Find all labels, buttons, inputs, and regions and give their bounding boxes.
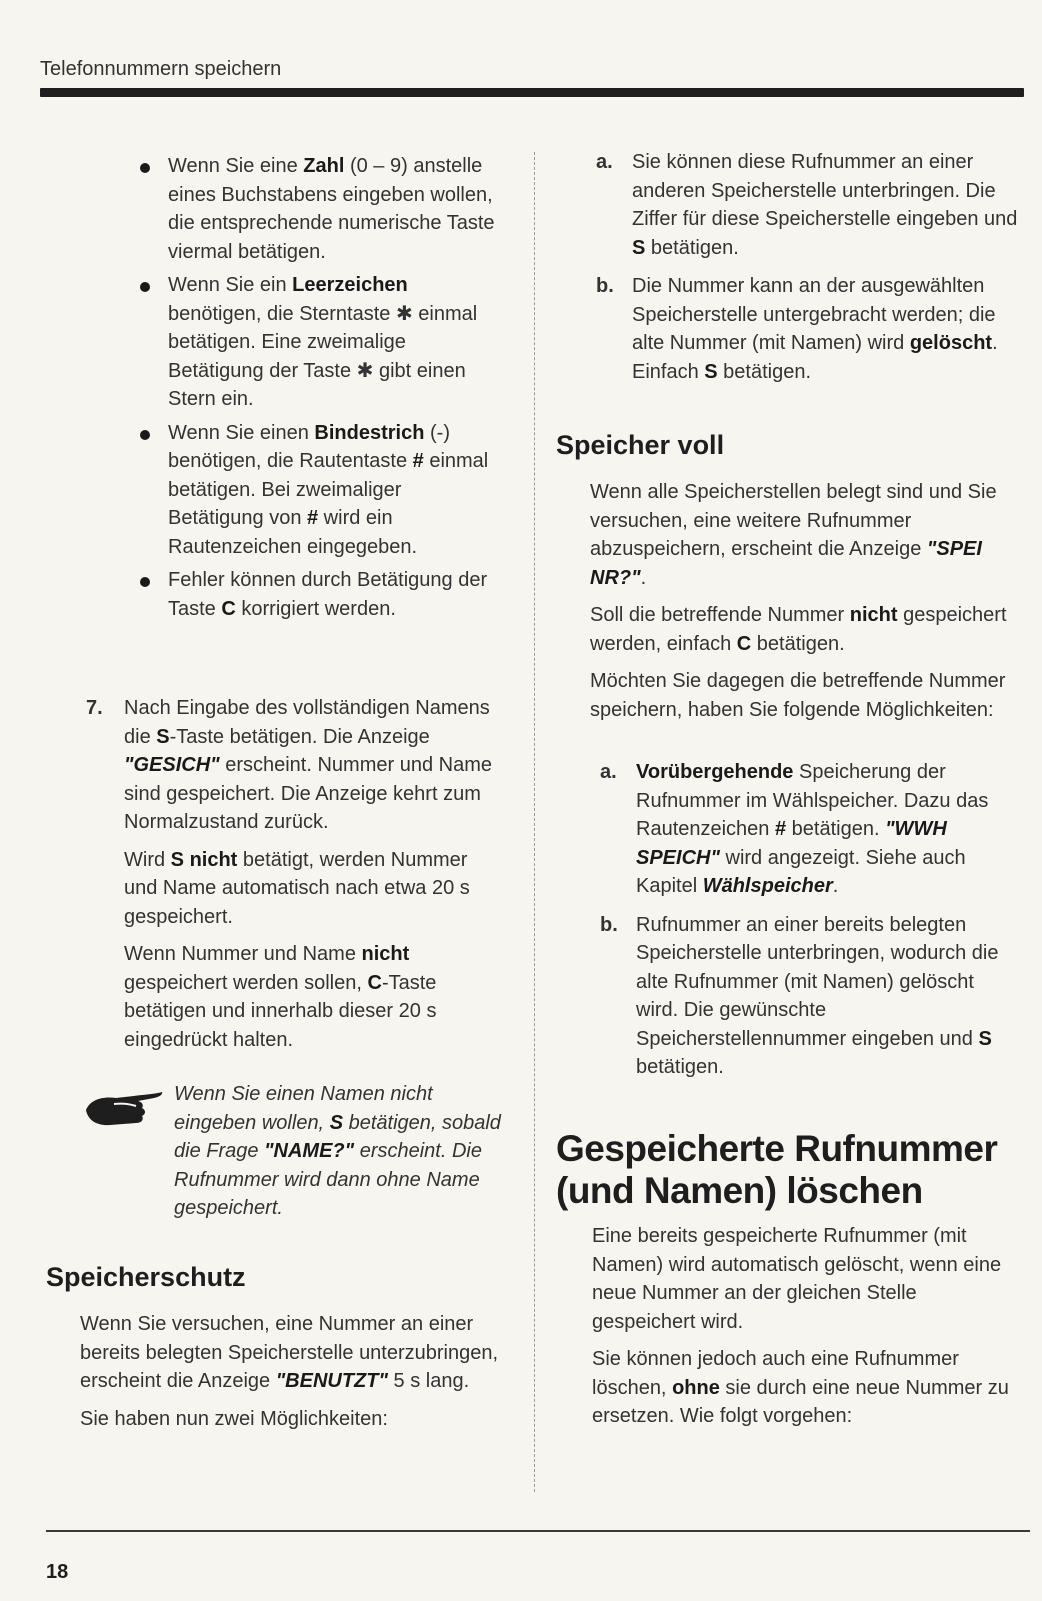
chapter-reference: Wählspeicher [702,875,833,897]
bullet-item-zahl [138,152,498,266]
bullet-keyword: Bindestrich [314,421,425,444]
paragraph: Eine bereits gespeicherte Rufnummer (mit Namen) wird automatisch gelöscht, wenn eine neue Nummer an der gleichen Stelle gespeichert wird. [592,1225,1002,1333]
heading-line: (und Namen) löschen [556,1170,923,1211]
running-head: Telefonnummern speichern [40,58,282,80]
bullet-item-bindestrich [138,419,498,562]
header-rule [40,88,1024,97]
speicher-voll-options [600,758,1020,1092]
bullet-text: benötigen, die Sterntaste ✱ einmal betätigen. Eine zweimalige Betätigung der Taste ✱ gibt einen Stern ein. [168,302,478,410]
hash-key: # [412,450,424,472]
page-number: 18 [46,1561,69,1583]
loeschen-body [592,1222,1022,1440]
paragraph: Wenn Sie versuchen, eine Nummer an einer bereits belegten Speicherstelle unterzubringen, erscheint die Anzeige "BENUTZT" 5 s lang. [80,1313,499,1392]
bullet-text: einmal betätigen. Bei zweimaliger Betätigung von [168,450,489,529]
display-text-benutzt: "BENUTZT" [275,1370,388,1392]
bullet-text: Wenn Sie einen [168,421,315,444]
heading-speicher-voll: Speicher voll [556,430,725,460]
heading-speicherschutz: Speicherschutz [46,1262,246,1292]
option-label: a. [596,151,613,173]
bullet-item-leerzeichen [138,271,498,414]
display-text-spei-nr: "SPEI NR?" [590,538,982,589]
bullet-text: Wenn Sie ein [168,274,293,296]
step-7 [86,694,506,1063]
option-label: b. [596,275,614,297]
speicherschutz-options [596,148,1020,396]
option-b: b. Die Nummer kann an der ausgewählten Speicherstelle untergebracht werden; die alte Nummer (mit Namen) wird gelöscht. Einfach S betätigen. [596,272,1020,386]
paragraph: Möchten Sie dagegen die betreffende Nummer speichern, haben Sie folgende Möglichkeiten: [590,670,1006,721]
bullet-text: wird ein Rautenzeichen eingegeben. [168,507,418,558]
bullet-item-fehler [138,566,498,623]
speicherschutz-body [80,1310,500,1442]
bullet-text: (0 – 9) anstelle eines Buchstabens eingeben wollen, die entsprechende numerische Taste viermal betätigen. [168,155,495,263]
step-paragraph: Wenn Nummer und Name nicht gespeichert werden sollen, C-Taste betätigen und innerhalb dieser 20 s eingedrückt halten. [124,943,437,1051]
bullet-text: korrigiert werden. [235,597,396,620]
step-body [124,694,506,1054]
heading-line: Gespeicherte Rufnummer [556,1128,998,1169]
pointing-hand-icon [84,1088,164,1128]
bullet-text: Wenn Sie eine [168,155,304,177]
heading-loeschen [556,1128,997,1212]
bullet-icon [140,163,150,173]
option-b: b. Rufnummer an einer bereits belegten Speicherstelle unterbringen, wodurch die alte Rufnummer (mit Namen) gelöscht wird. Die gewünschte Speicherstellennummer eingeben und S betätigen. [600,911,1020,1082]
step-paragraph: Nach Eingabe des vollständigen Namens die S-Taste betätigen. Die Anzeige "GESICH" erscheint. Nummer und Name sind gespeichert. Die Anzeige kehrt zum Normalzustand zurück. [124,697,492,833]
note-box [84,1080,504,1223]
display-text-gesich: "GESICH" [124,754,220,776]
speicher-voll-body [590,478,1020,733]
note-text: Wenn Sie einen Namen nicht eingeben wollen, S betätigen, sobald die Frage "NAME?" erscheint. Die Rufnummer wird dann ohne Name gespeichert. [174,1083,501,1219]
bullet-icon [140,430,150,440]
paragraph: Soll die betreffende Nummer nicht gespeichert werden, einfach C betätigen. [590,604,1007,655]
option-a: a. Sie können diese Rufnummer an einer anderen Speicherstelle unterbringen. Die Ziffer für diese Speicherstelle eingeben und S betätigen. [596,148,1020,262]
option-a: a. Vorübergehende Speicherung der Rufnummer im Wählspeicher. Dazu das Rautenzeichen # betätigen. "WWH SPEICH" wird angezeigt. Siehe auch Kapitel Wählspeicher. [600,758,1020,901]
bullet-icon [140,282,150,292]
step-paragraph: Wird S nicht betätigt, werden Nummer und Name automatisch nach etwa 20 s gespeichert. [124,848,470,928]
option-label: b. [600,913,618,936]
bullet-keyword: Zahl [303,155,345,177]
bullet-icon [140,577,150,587]
step-number: 7. [86,697,103,719]
display-text-wwh-speich: "WWH SPEICH" [636,818,947,869]
column-divider [534,152,535,1492]
paragraph: Wenn alle Speicherstellen belegt sind und Sie versuchen, eine weitere Rufnummer abzuspeichern, erscheint die Anzeige "SPEI NR?". [590,481,997,589]
bullet-text: Fehler können durch Betätigung der Taste [168,569,488,620]
paragraph: Sie haben nun zwei Möglichkeiten: [80,1407,388,1430]
bullet-keyword: Leerzeichen [292,274,408,296]
bullet-text: (-) benötigen, die Rautentaste [168,421,450,472]
c-key: C [221,597,236,620]
hash-key: # [307,507,319,529]
footer-rule [46,1530,1030,1532]
paragraph: Sie können jedoch auch eine Rufnummer löschen, ohne sie durch eine neue Nummer zu ersetzen. Wie folgt vorgehen: [592,1348,1009,1427]
option-label: a. [600,761,617,783]
character-entry-bullet-list [138,152,498,628]
